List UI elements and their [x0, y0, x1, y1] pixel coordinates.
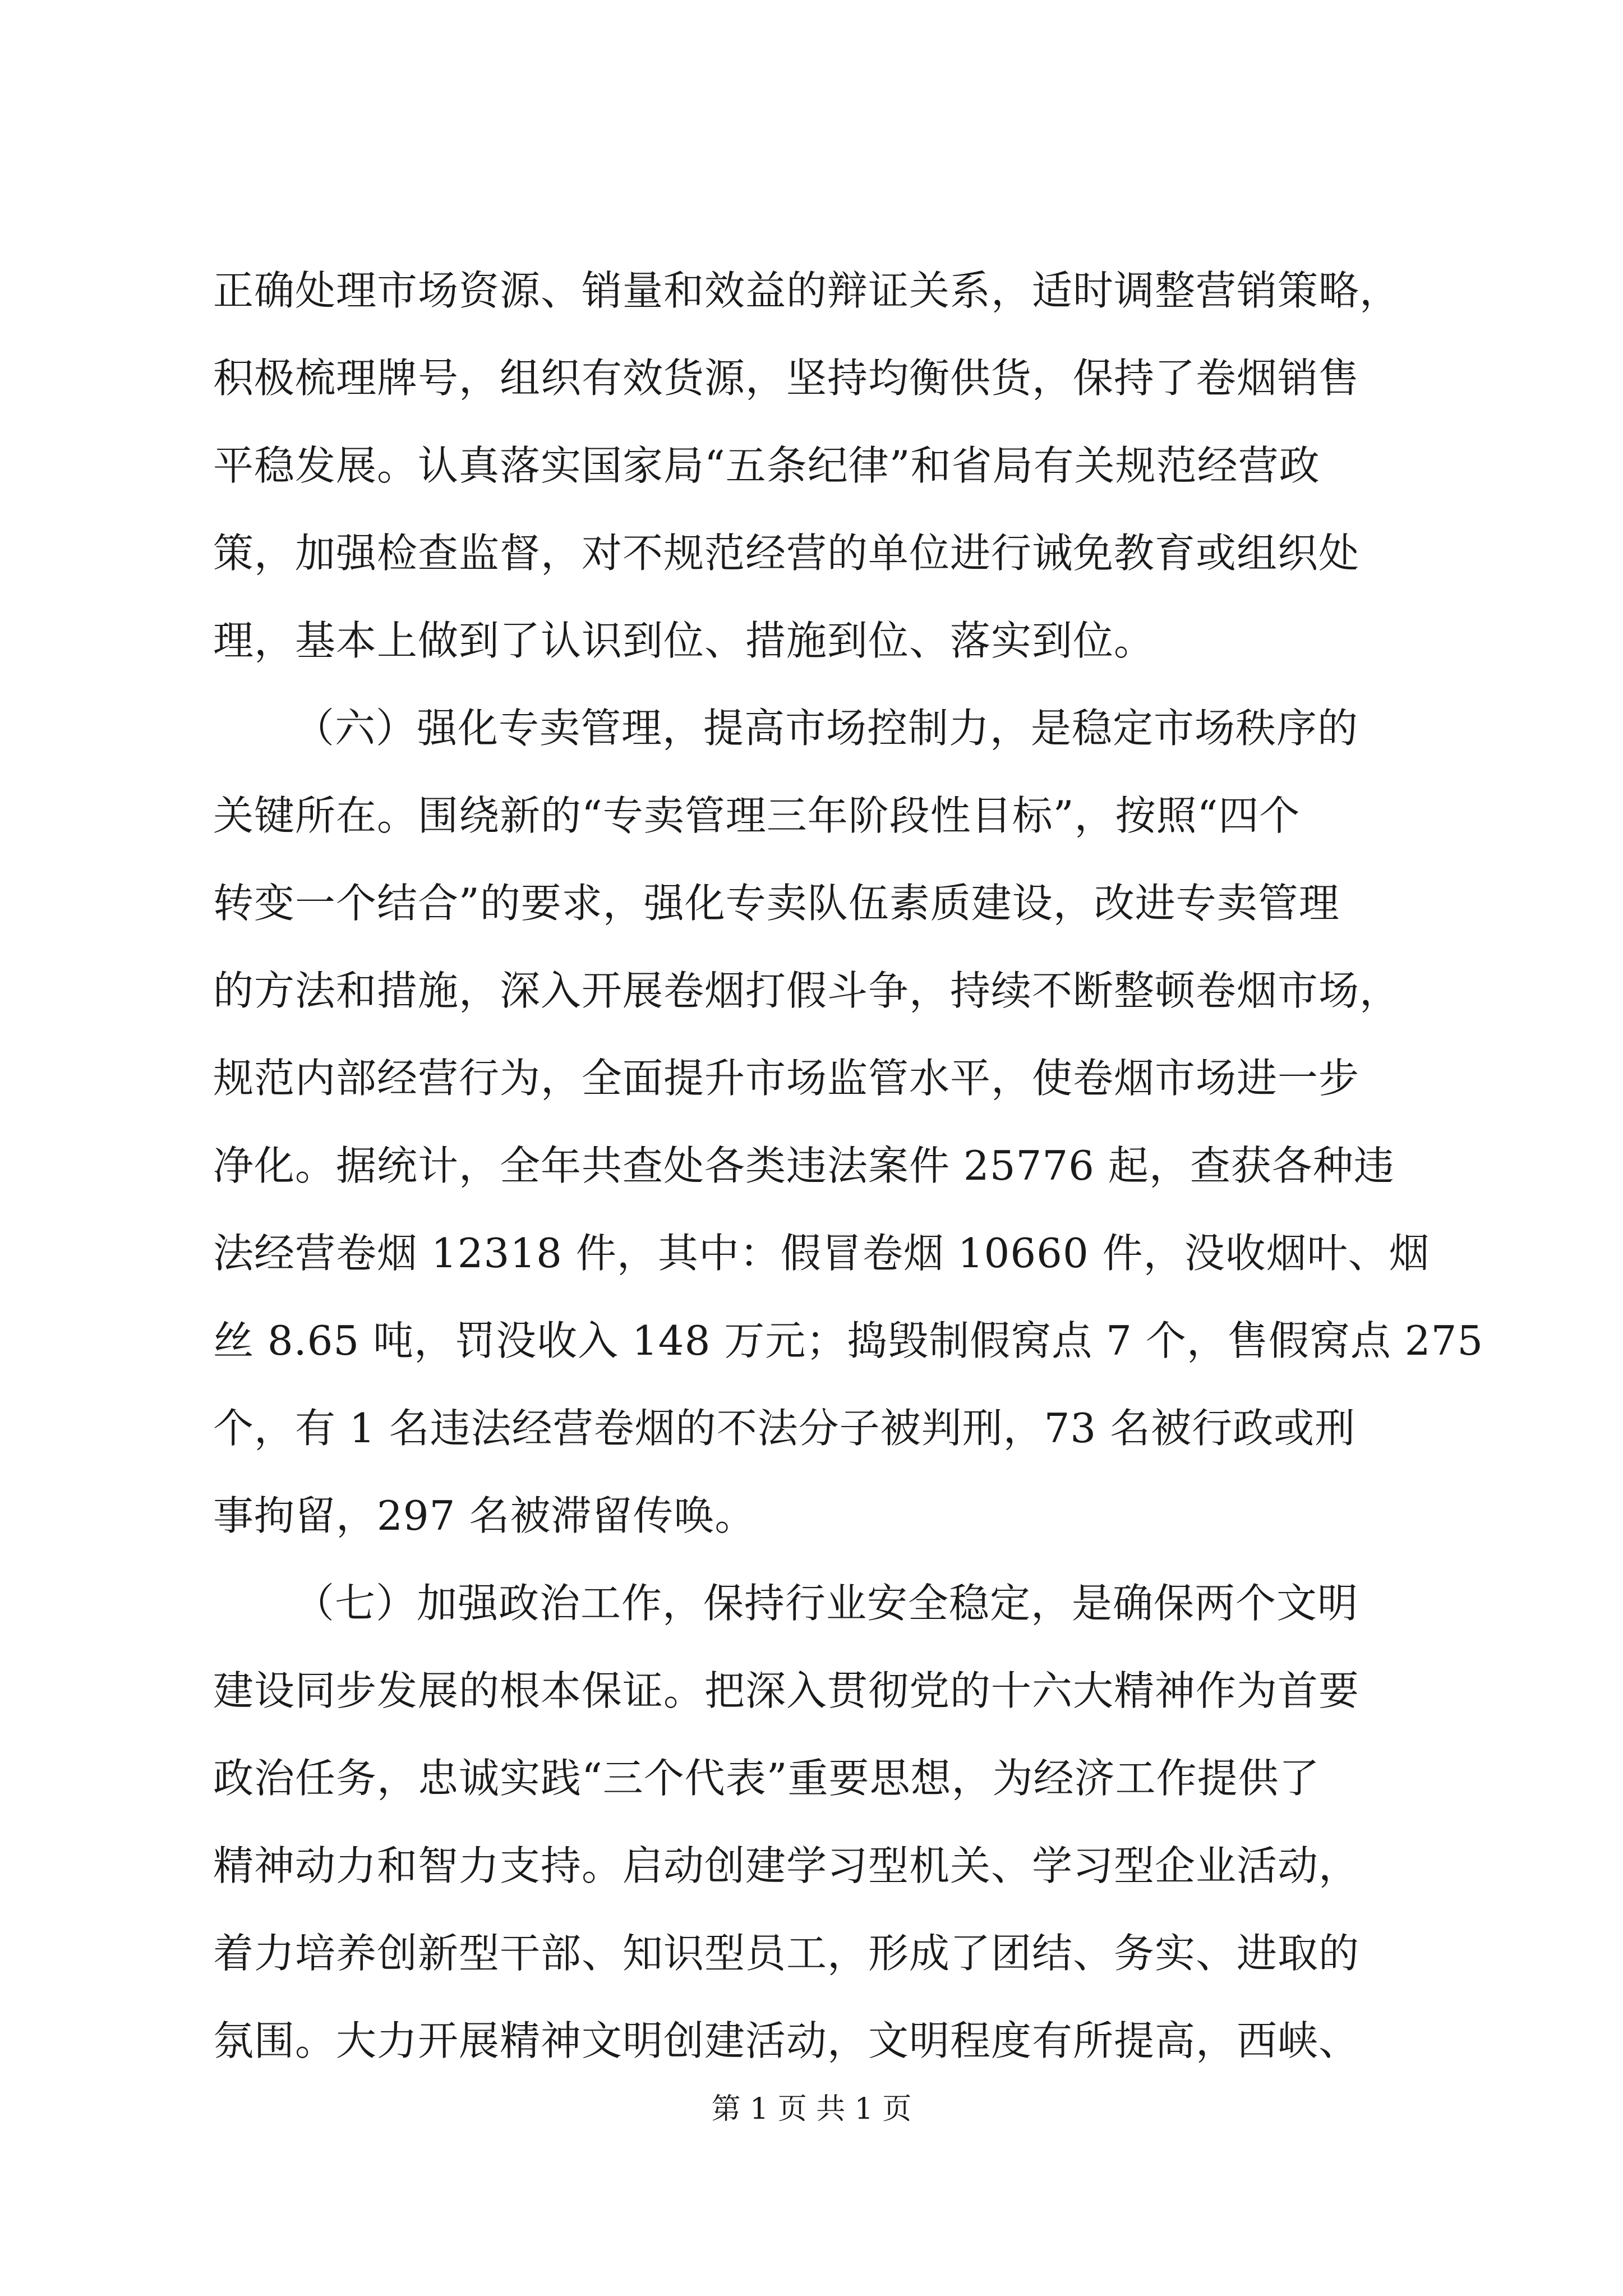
- text-line: 事拘留，297 名被滞留传唤。: [213, 1492, 756, 1539]
- text-line: 规范内部经营行为，全面提升市场监管水平，使卷烟市场进一步: [213, 1055, 1360, 1102]
- text-line: 正确处理市场资源、销量和效益的辩证关系，适时调整营销策略，: [213, 267, 1401, 314]
- text-line: 氛围。大力开展精神文明创建活动，文明程度有所提高，西峡、: [213, 2017, 1360, 2064]
- text-line: 理，基本上做到了认识到位、措施到位、落实到位。: [213, 617, 1155, 664]
- text-line: 丝 8.65 吨，罚没收入 148 万元；捣毁制假窝点 7 个，售假窝点 275: [213, 1317, 1484, 1364]
- text-line: 策，加强检查监督，对不规范经营的单位进行诫免教育或组织处: [213, 530, 1360, 577]
- page-footer: 第 1 页 共 1 页: [711, 2092, 912, 2126]
- text-line: 法经营卷烟 12318 件，其中：假冒卷烟 10660 件，没收烟叶、烟: [213, 1230, 1430, 1277]
- text-line: 个，有 1 名违法经营卷烟的不法分子被判刑，73 名被行政或刑: [213, 1405, 1356, 1452]
- text-line: 积极梳理牌号，组织有效货源，坚持均衡供货，保持了卷烟销售: [213, 355, 1360, 402]
- paragraph-start-line: （六）强化专卖管理，提高市场控制力，是稳定市场秩序的: [294, 705, 1359, 752]
- text-line: 平稳发展。认真落实国家局“五条纪律”和省局有关规范经营政: [213, 442, 1320, 489]
- paragraph-start-line: （七）加强政治工作，保持行业安全稳定，是确保两个文明: [294, 1580, 1359, 1627]
- document-body: [213, 247, 1484, 2085]
- text-line: 净化。据统计，全年共查处各类违法案件 25776 起，查获各种违: [213, 1142, 1395, 1189]
- text-line: 建设同步发展的根本保证。把深入贯彻党的十六大精神作为首要: [213, 1667, 1360, 1714]
- text-line: 精神动力和智力支持。启动创建学习型机关、学习型企业活动，: [213, 1842, 1360, 1889]
- text-line: 关键所在。围绕新的“专卖管理三年阶段性目标”，按照“四个: [213, 792, 1301, 839]
- text-line: 的方法和措施，深入开展卷烟打假斗争，持续不断整顿卷烟市场，: [213, 967, 1401, 1014]
- text-line: 转变一个结合”的要求，强化专卖队伍素质建设，改进专卖管理: [213, 880, 1340, 927]
- text-line: 着力培养创新型干部、知识型员工，形成了团结、务实、进取的: [213, 1930, 1360, 1977]
- text-line: 政治任务，忠诚实践“三个代表”重要思想，为经济工作提供了: [213, 1755, 1320, 1802]
